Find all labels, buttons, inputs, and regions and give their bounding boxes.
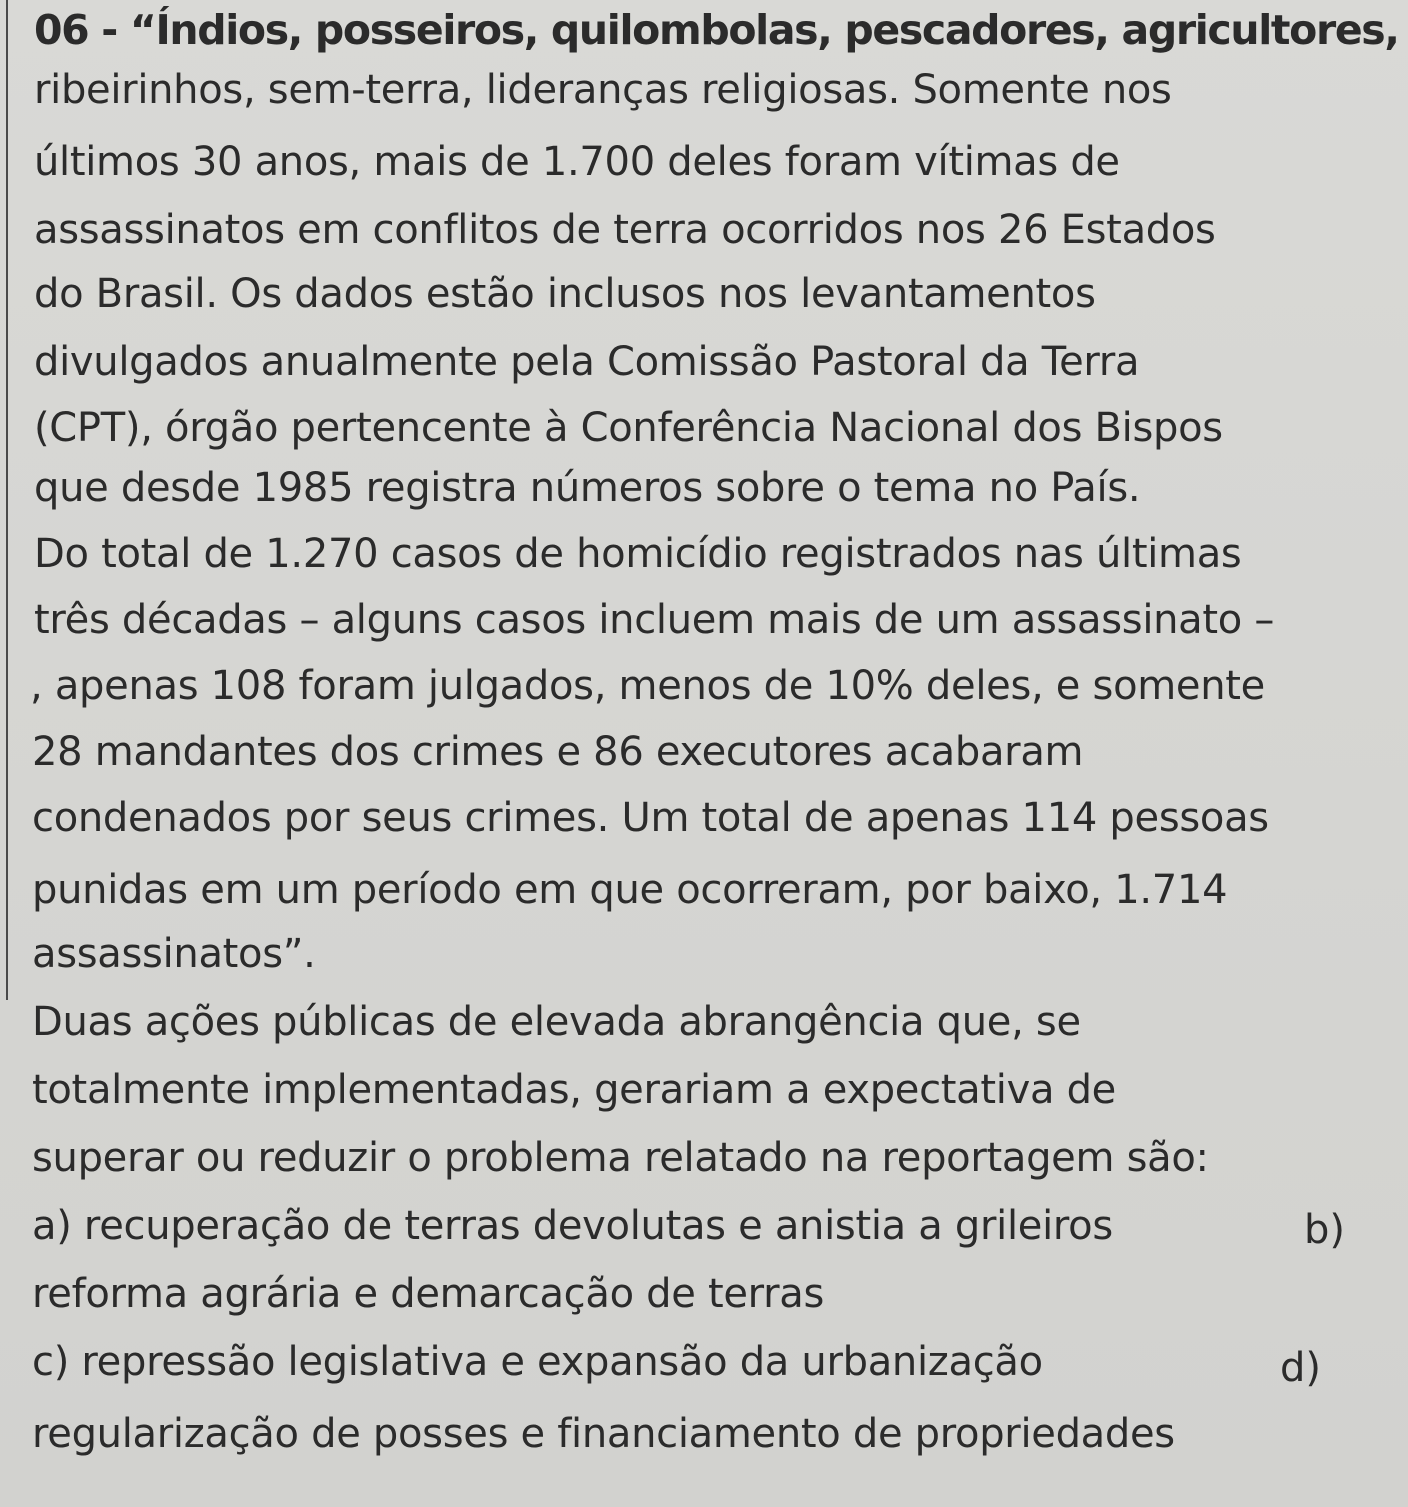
option-d: regularização de posses e financiamento de propriedades <box>32 1411 1175 1457</box>
question-line-13: condenados por seus crimes. Um total de apenas 114 pessoas <box>32 795 1269 841</box>
question-line-9: Do total de 1.270 casos de homicídio registrados nas últimas <box>34 531 1242 577</box>
question-line-15: assassinatos”. <box>32 931 316 977</box>
option-c: c) repressão legislativa e expansão da urbanização <box>32 1339 1043 1385</box>
question-line-7: (CPT), órgão pertencente à Conferência Nacional dos Bispos <box>34 405 1223 451</box>
option-b: reforma agrária e demarcação de terras <box>32 1271 825 1317</box>
option-d-marker: d) <box>1280 1345 1321 1391</box>
question-line-3: últimos 30 anos, mais de 1.700 deles foram vítimas de <box>34 139 1120 185</box>
prompt-line-1: Duas ações públicas de elevada abrangência que, se <box>32 999 1081 1045</box>
option-a: a) recuperação de terras devolutas e anistia a grileiros <box>32 1203 1113 1249</box>
question-line-6: divulgados anualmente pela Comissão Pastoral da Terra <box>34 339 1140 385</box>
question-line-5: do Brasil. Os dados estão inclusos nos levantamentos <box>34 271 1096 317</box>
question-line-12: 28 mandantes dos crimes e 86 executores acabaram <box>32 729 1084 775</box>
prompt-line-2: totalmente implementadas, gerariam a expectativa de <box>32 1067 1116 1113</box>
margin-rule <box>6 0 8 1000</box>
option-b-marker: b) <box>1304 1207 1345 1253</box>
question-line-8: que desde 1985 registra números sobre o tema no País. <box>34 465 1141 511</box>
question-line-4: assassinatos em conflitos de terra ocorridos nos 26 Estados <box>34 207 1216 253</box>
prompt-line-3: superar ou reduzir o problema relatado na reportagem são: <box>32 1135 1209 1181</box>
question-line-10: três décadas – alguns casos incluem mais de um assassinato – <box>34 597 1275 643</box>
question-line-2: ribeirinhos, sem-terra, lideranças religiosas. Somente nos <box>34 67 1172 113</box>
question-line-1: 06 - “Índios, posseiros, quilombolas, pescadores, agricultores, <box>34 6 1399 54</box>
question-line-14: punidas em um período em que ocorreram, por baixo, 1.714 <box>32 867 1228 913</box>
question-line-11: , apenas 108 foram julgados, menos de 10% deles, e somente <box>30 663 1265 709</box>
